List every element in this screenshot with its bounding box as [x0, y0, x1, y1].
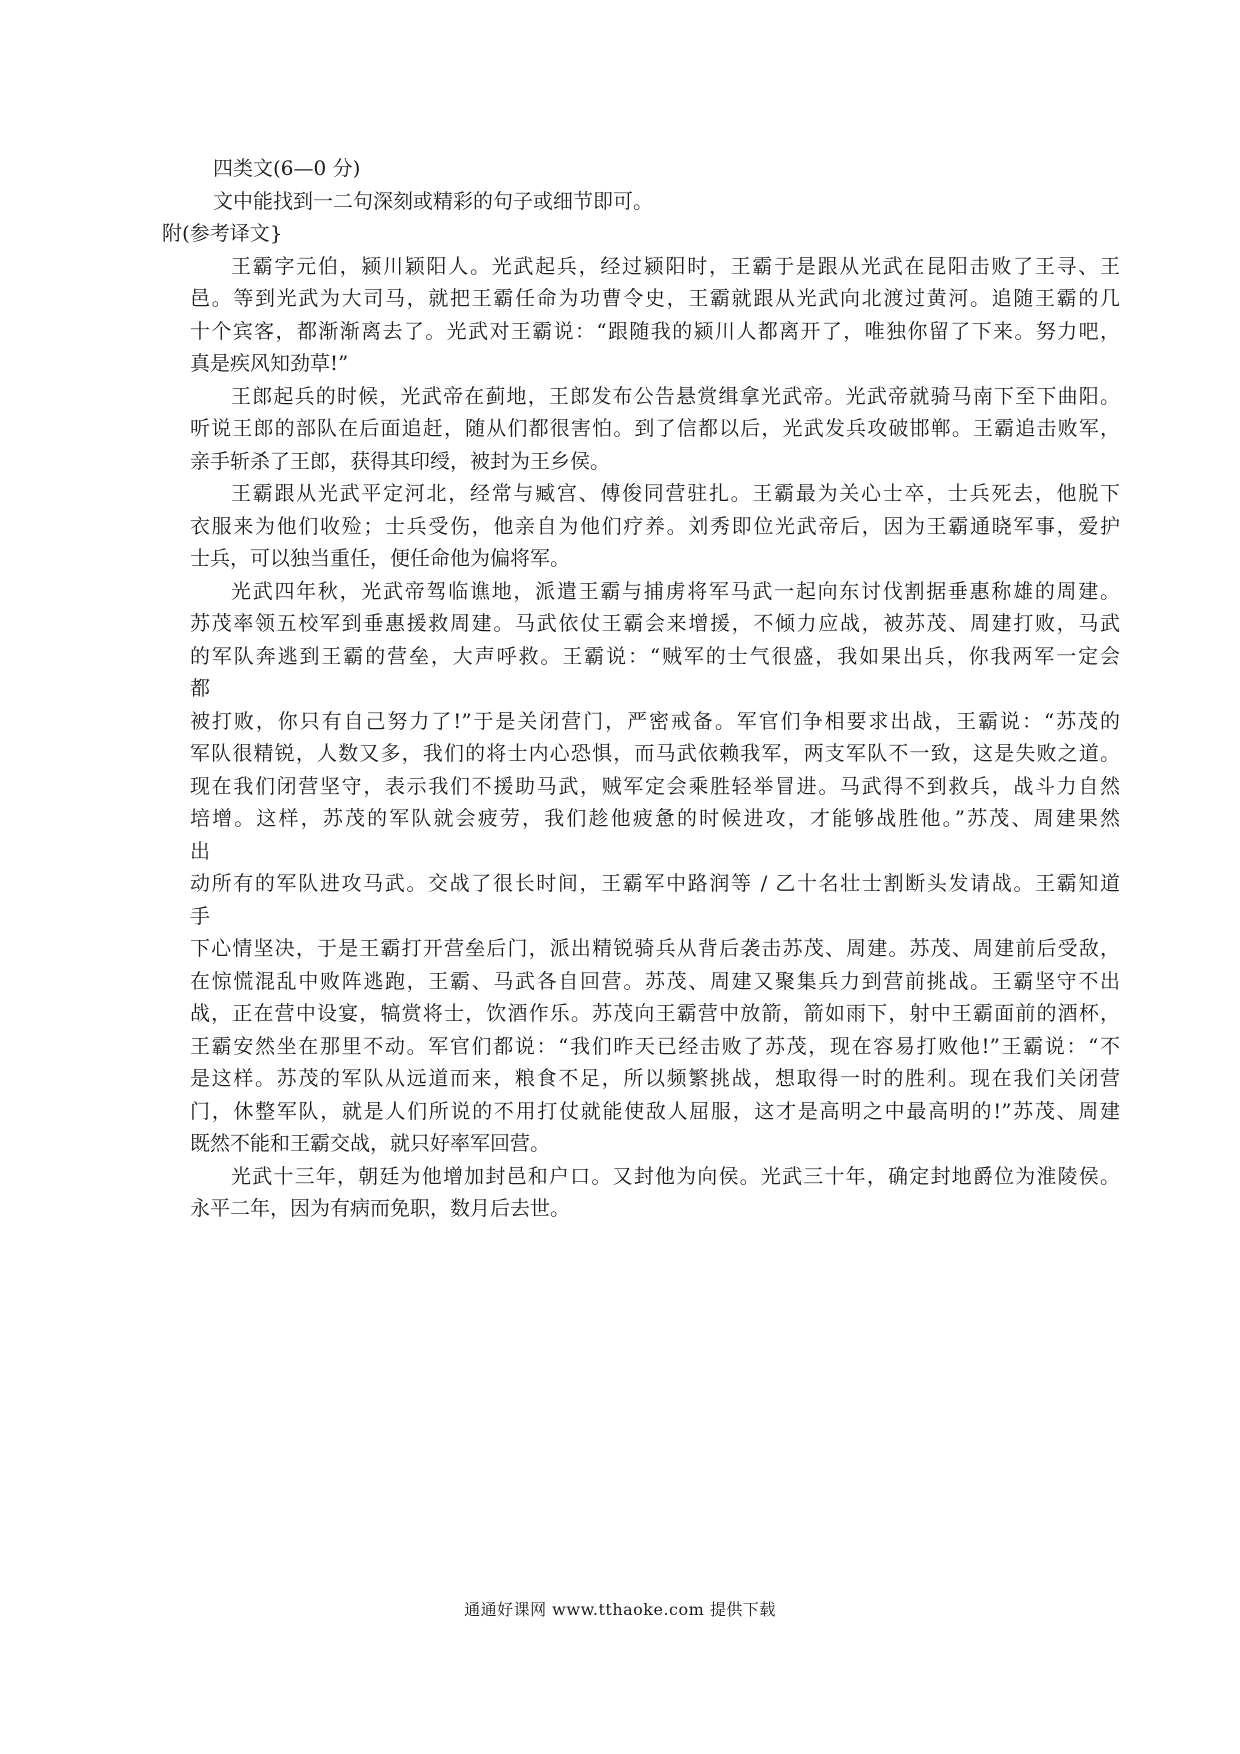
text-line: 士兵，可以独当重任，便任命他为偏将军。 — [190, 546, 570, 570]
text-line: 王霸安然坐在那里不动。军官们都说：“我们昨天已经击败了苏茂，现在容易打败他!”王霸说：“不 — [190, 1033, 1120, 1058]
text-line: 光武四年秋，光武帝驾临谯地，派遣王霸与捕虏将军马武一起向东讨伐割据垂惠称雄的周建。 — [231, 578, 1120, 603]
text-line: 苏茂率领五校军到垂惠援救周建。马武依仗王霸会来增援，不倾力应战，被苏茂、周建打败，马武 — [190, 611, 1120, 635]
text-line: 的军队奔逃到王霸的营垒，大声呼救。王霸说：“贼军的士气很盛，我如果出兵，你我两军一定会 — [190, 643, 1120, 668]
paragraph-3 — [190, 477, 1120, 575]
text-line: 听说王郎的部队在后面追赶，随从们都很害怕。到了信都以后，光武发兵攻破邯郸。王霸追击败军， — [190, 416, 1120, 440]
text-line: 军队很精锐，人数又多，我们的将士内心恐惧，而马武依赖我军，两支军队不一致，这是失败之道。 — [190, 741, 1120, 765]
text-line: 战，正在营中设宴，犒赏将士，饮酒作乐。苏茂向王霸营中放箭，箭如雨下，射中王霸面前的酒杯， — [190, 1001, 1120, 1025]
text-line: 十个宾客，都渐渐离去了。光武对王霸说：“跟随我的颍川人都离开了，唯独你留了下来。努力吧， — [190, 318, 1120, 343]
text-line: 既然不能和王霸交战，就只好率军回营。 — [190, 1131, 550, 1155]
text-line: 邑。等到光武为大司马，就把王霸任命为功曹令史，王霸就跟从光武向北渡过黄河。追随王霸的几 — [190, 286, 1120, 310]
text-line: 被打败，你只有自己努力了!”于是关闭营门，严密戒备。军官们争相要求出战，王霸说：“苏茂的 — [190, 708, 1120, 733]
paragraph-5 — [190, 1160, 1120, 1225]
text-line: 永平二年，因为有病而免职，数月后去世。 — [190, 1196, 570, 1220]
section-heading: 四类文(6—0 分) — [213, 156, 361, 180]
text-line: 培增。这样，苏茂的军队就会疲劳，我们趁他疲惫的时候进攻，才能够战胜他。”苏茂、周建果然 — [190, 806, 1120, 830]
text-line: 下心情坚决，于是王霸打开营垒后门，派出精锐骑兵从背后袭击苏茂、周建。苏茂、周建前后受敌， — [190, 936, 1120, 960]
text-line: 光武十三年，朝廷为他增加封邑和户口。又封他为向侯。光武三十年，确定封地爵位为淮陵侯。 — [231, 1163, 1120, 1188]
page-footer: 通通好课网 www.tthaoke.com 提供下载 — [464, 1600, 776, 1619]
text-line: 现在我们闭营坚守，表示我们不援助马武，贼军定会乘胜轻举冒进。马武得不到救兵，战斗力自然 — [190, 773, 1120, 798]
paragraph-1 — [190, 250, 1120, 380]
text-line: 王郎起兵的时候，光武帝在蓟地，王郎发布公告悬赏缉拿光武帝。光武帝就骑马南下至下曲阳。 — [231, 383, 1120, 408]
text-line: 是这样。苏茂的军队从远道而来，粮食不足，所以频繁挑战，想取得一时的胜利。现在我们关闭营 — [190, 1066, 1120, 1090]
text-line: 动所有的军队进攻马武。交战了很长时间，王霸军中路润等 / 乙十名壮士割断头发请战。王霸知道 — [190, 871, 1120, 895]
paragraph-4 — [190, 575, 1120, 1160]
document-body — [162, 152, 1120, 1225]
paragraph-2 — [190, 380, 1120, 478]
text-line: 衣服来为他们收殓；士兵受伤，他亲自为他们疗养。刘秀即位光武帝后，因为王霸通晓军事，爱护 — [190, 513, 1120, 538]
text-line: 真是疾风知劲草!” — [190, 351, 349, 375]
text-line: 王霸跟从光武平定河北，经常与臧宫、傅俊同营驻扎。王霸最为关心士卒，士兵死去，他脱下 — [231, 481, 1120, 505]
text-line: 出 — [190, 838, 210, 863]
grading-note: 文中能找到一二句深刻或精彩的句子或细节即可。 — [213, 188, 653, 213]
translation-heading: 附(参考译文} — [162, 221, 283, 245]
text-line: 门，休整军队，就是人们所说的不用打仗就能使敌人屈服，这才是高明之中最高明的!”苏茂、周建 — [190, 1098, 1120, 1123]
text-line: 王霸字元伯，颍川颖阳人。光武起兵，经过颍阳时，王霸于是跟从光武在昆阳击败了王寻、王 — [231, 253, 1120, 278]
text-line: 手 — [190, 903, 210, 928]
text-line: 亲手斩杀了王郎，获得其印绶，被封为王乡侯。 — [190, 448, 610, 473]
text-line: 都 — [190, 676, 210, 700]
text-line: 在惊慌混乱中败阵逃跑，王霸、马武各自回营。苏茂、周建又聚集兵力到营前挑战。王霸坚守不出 — [190, 968, 1120, 993]
